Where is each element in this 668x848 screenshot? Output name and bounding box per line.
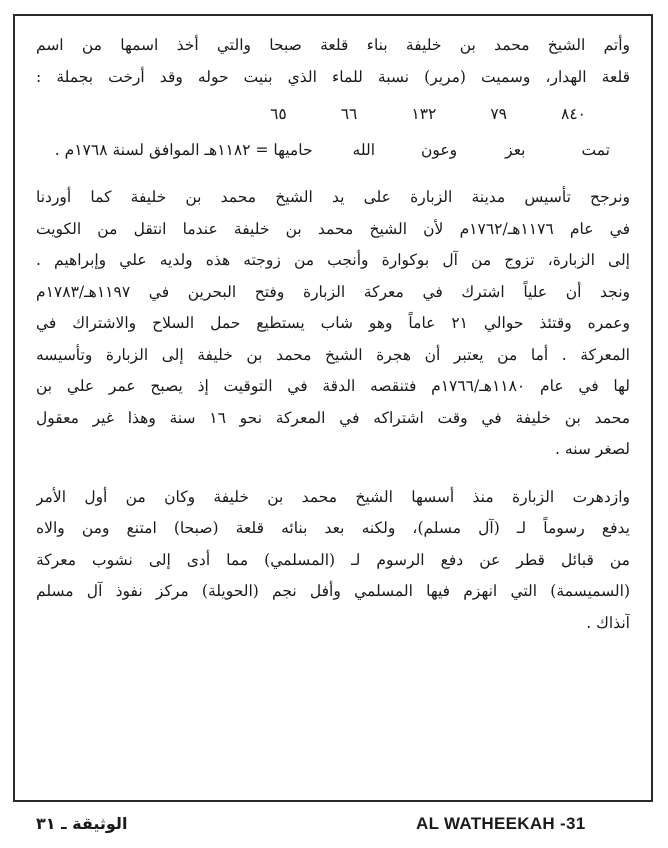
text-line: محمد بن خليفة في وقت اشتراكه في المعركة نحو ١٦ سنة وهذا غير معقول — [36, 408, 630, 427]
chronogram-word: الله — [352, 140, 376, 159]
text-line: يدفع رسوماً لـ (آل مسلم)، ولكنه بعد بنائه قلعة (صبحا) امتنع ومن والاه — [36, 519, 630, 537]
document-body — [36, 30, 630, 639]
chronogram-words-row — [36, 135, 630, 167]
text-line: ونرجح تأسيس مدينة الزبارة على يد الشيخ محمد بن خليفة كما أوردنا — [36, 188, 630, 206]
chronogram-word: وعون — [421, 140, 458, 159]
numeric-values-row — [36, 99, 630, 131]
paragraph-2 — [36, 182, 630, 466]
text-line: في عام ١١٧٦هـ/١٧٦٢م لأن الشيخ محمد بن خليفة عندما انتقل من الكويت — [36, 219, 630, 238]
paragraph-3 — [36, 482, 630, 640]
chronogram-word: تمت — [581, 140, 610, 159]
text-line: قلعة الهدار، وسميت (مرير) نسبة للماء الذي بنيت حوله وقد أرخت بجملة : — [36, 67, 630, 86]
numeric-value: ٦٥ — [270, 105, 287, 123]
text-line: لها في عام ١١٨٠هـ/١٧٦٦م فتنقصه الدقة في التوقيت إذ يصبح عمر علي بن — [36, 377, 630, 395]
page-footer — [0, 812, 668, 842]
footer-page-label-latin: AL WATHEEKAH -31 — [416, 814, 586, 833]
footer-page-label-arabic: الوثيقة ـ ٣١ — [36, 814, 128, 833]
text-line: لصغر سنه . — [555, 440, 630, 458]
text-line: وعمره وقتئذ حوالي ٢١ عاماً وهو شاب يستطيع حمل السلاح والاشتراك في — [36, 314, 630, 332]
text-line: وازدهرت الزبارة منذ أسسها الشيخ محمد بن خليفة وكان من أول الأمر — [36, 487, 630, 506]
chronogram-word: حاميها = ١١٨٢هـ الموافق لسنة ١٧٦٨م . — [54, 140, 313, 159]
text-line: ونجد أن علياً اشترك في معركة الزبارة وفتح البحرين في ١١٩٧هـ/١٧٨٣م — [36, 282, 630, 301]
text-line: آنذاك . — [586, 613, 630, 632]
chronogram-word: بعز — [505, 140, 526, 159]
paragraph-1 — [36, 30, 630, 93]
text-line: إلى الزبارة، تزوج من آل بوكوارة وأنجب من زوجته هذه ولديه علي وإبراهيم . — [36, 251, 630, 269]
numeric-value: ٨٤٠ — [561, 105, 586, 123]
text-line: من قبائل قطر عن دفع الرسوم لـ (المسلمي) مما أدى إلى نشوب معركة — [36, 550, 630, 569]
text-line: (السميسمة) التي انهزم فيها المسلمي وأفل نجم (الحويلة) مركز نفوذ آل مسلم — [36, 582, 630, 600]
numeric-value: ٧٩ — [490, 105, 508, 123]
numeric-value: ٦٦ — [340, 105, 358, 123]
text-line: المعركة . أما من يعتبر أن هجرة الشيخ محمد بن خليفة إلى الزبارة وتأسيسه — [36, 345, 630, 364]
numeric-value: ١٣٢ — [411, 105, 437, 123]
text-line: وأتم الشيخ محمد بن خليفة بناء قلعة صبحا والتي أخذ اسمها من اسم — [36, 36, 630, 54]
